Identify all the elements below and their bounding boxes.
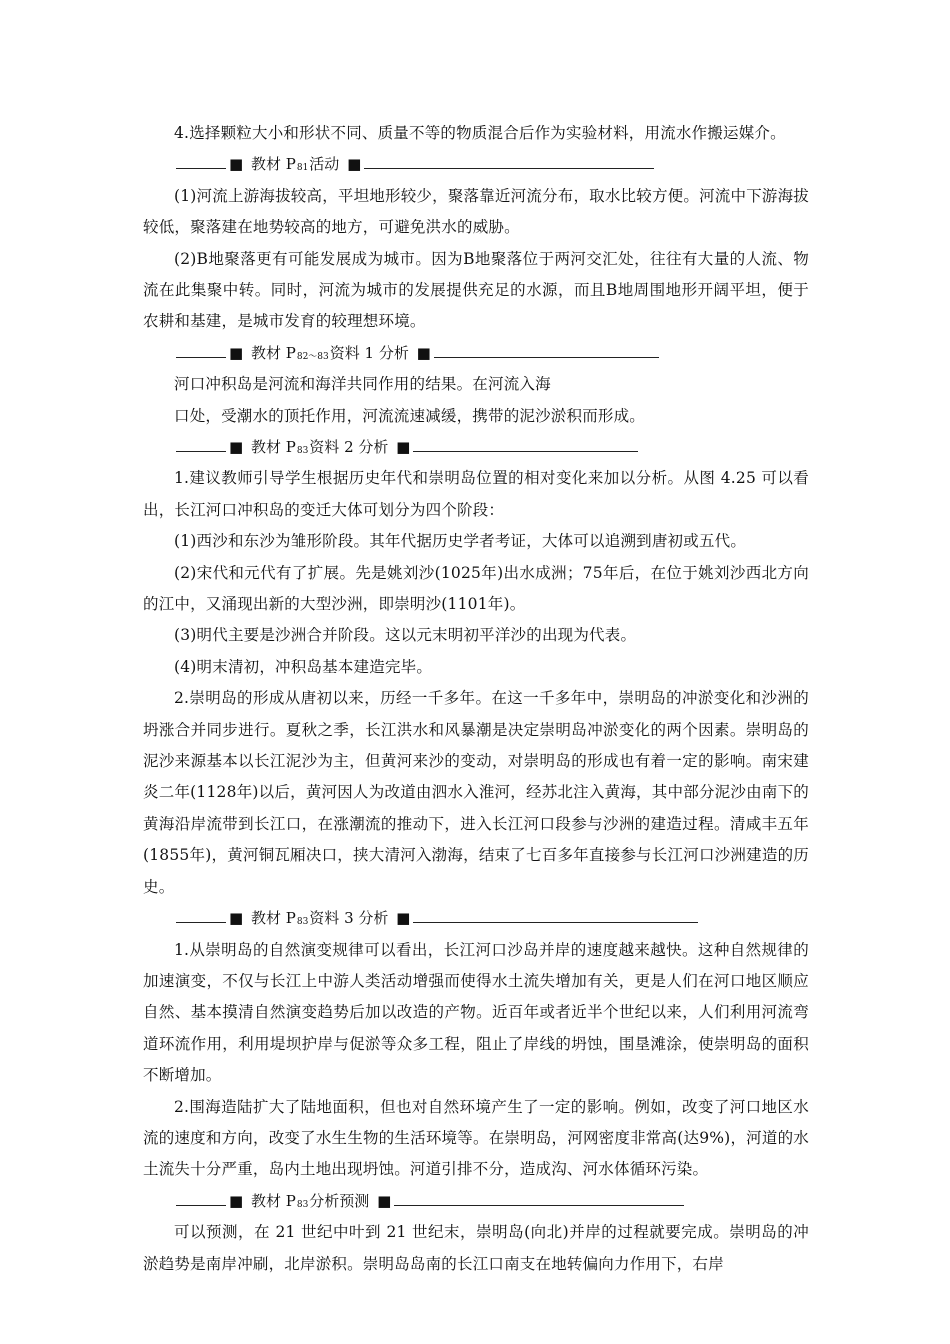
- paragraph-evolution-law: 1.从崇明岛的自然演变规律可以看出，长江河口沙岛并岸的速度越来越快。这种自然规律的加速演变，不仅与长江上中游人类活动增强而使得水土流失增加有关，更是人们在河口地区顺应自然、基本摸清自然演变趋势后加以改造的产物。近百年或者近半个世纪以来，人们利用河流弯道环流作用，利用堤坝护岸与促淤等众多工程，阻止了岸线的坍蚀，围垦滩涂，使崇明岛的面积不断增加。: [143, 940, 809, 1085]
- section-heading-p82-83: [143, 338, 809, 369]
- section-heading-p83-material3: [143, 903, 809, 934]
- heading-lead-rule: [176, 433, 226, 452]
- heading-title: 分析预测: [309, 1191, 370, 1210]
- paragraph-b-settlement: (2)B地聚落更有可能发展成为城市。因为B地聚落位于两河交汇处，往往有大量的人流、物流在此集聚中转。同时，河流为城市的发展提供充足的水源，而且B地周围地形开阔平坦，便于农耕和基建，是城市发育的较理想环境。: [143, 249, 809, 331]
- heading-tail-rule: [413, 904, 698, 923]
- paragraph-estuary-island-line2: 口处，受潮水的顶托作用，河流流速减缓，携带的泥沙淤积而形成。: [174, 406, 646, 425]
- heading-prefix: 教材 P: [250, 909, 296, 928]
- heading-lead-rule: [176, 904, 226, 923]
- heading-lead-rule: [176, 339, 226, 358]
- heading-lead-rule: [176, 1187, 226, 1206]
- heading-page-number: 82～83: [296, 351, 329, 362]
- heading-tail-rule: [413, 433, 638, 452]
- square-bullet-icon: ■: [396, 909, 411, 928]
- paragraph-stage-3: (3)明代主要是沙洲合并阶段。这以元末明初平洋沙的出现为代表。: [174, 626, 637, 645]
- paragraph-forecast: 可以预测，在 21 世纪中叶到 21 世纪末，崇明岛(向北)并岸的过程就要完成。崇明岛的冲淤趋势是南岸冲刷，北岸淤积。崇明岛岛南的长江口南支在地转偏向力作用下，右岸: [143, 1223, 809, 1273]
- text-column: [143, 118, 809, 1280]
- paragraph-reclamation-impact: 2.围海造陆扩大了陆地面积，但也对自然环境产生了一定的影响。例如，改变了河口地区水流的速度和方向，改变了水生生物的生活环境等。在崇明岛，河网密度非常高(达9%)，河道的水土流失十分严重，岛内土地出现坍蚀。河道引排不分，造成沟、河水体循环污染。: [143, 1097, 809, 1179]
- paragraph-analysis-intro: 1.建议教师引导学生根据历史年代和崇明岛位置的相对变化来加以分析。从图 4.25 可以看出，长江河口冲积岛的变迁大体可划分为四个阶段：: [143, 469, 809, 519]
- paragraph-stage-1: (1)西沙和东沙为雏形阶段。其年代据历史学者考证，大体可以追溯到唐初或五代。: [174, 532, 747, 551]
- section-heading-p83-material2: [143, 432, 809, 463]
- heading-prefix: 教材 P: [250, 438, 296, 457]
- heading-page-number: 81: [296, 163, 309, 174]
- heading-page-number: 83: [296, 446, 309, 457]
- paragraph-chongming-formation: 2.崇明岛的形成从唐初以来，历经一千多年。在这一千多年中，崇明岛的冲淤变化和沙洲的坍涨合并同步进行。夏秋之季，长江洪水和风暴潮是决定崇明岛冲淤变化的两个因素。崇明岛的泥沙来源基本以长江泥沙为主，但黄河来沙的变动，对崇明岛的形成也有着一定的影响。南宋建炎二年(1128年)以后，黄河因人为改道由泗水入淮河，经苏北注入黄海，其中部分泥沙由南下的黄海沿岸流带到长江口，在涨潮流的推动下，进入长江河口段参与沙洲的建造过程。清咸丰五年(1855年)，黄河铜瓦厢决口，挟大清河入渤海，结束了七百多年直接参与长江河口沙洲建造的历史。: [143, 689, 809, 896]
- square-bullet-icon: ■: [229, 909, 244, 928]
- paragraph-stage-2: (2)宋代和元代有了扩展。先是姚刘沙(1025年)出水成洲；75年后，在位于姚刘沙西北方向的江中，又涌现出新的大型沙洲，即崇明沙(1101年)。: [143, 563, 809, 614]
- paragraph-estuary-island-line1: 河口冲积岛是河流和海洋共同作用的结果。在河流入海: [174, 375, 551, 394]
- heading-title: 资料 3 分析: [309, 909, 389, 928]
- heading-title: 资料 2 分析: [309, 438, 389, 457]
- square-bullet-icon: ■: [229, 1191, 244, 1210]
- square-bullet-icon: ■: [347, 155, 362, 174]
- heading-tail-rule: [434, 339, 659, 358]
- heading-prefix: 教材 P: [250, 343, 296, 362]
- section-heading-p81: [143, 149, 809, 180]
- heading-prefix: 教材 P: [250, 1191, 296, 1210]
- heading-tail-rule: [364, 150, 654, 169]
- heading-prefix: 教材 P: [250, 155, 296, 174]
- heading-page-number: 83: [296, 1199, 309, 1210]
- section-heading-p83-forecast: [143, 1186, 809, 1217]
- square-bullet-icon: ■: [396, 438, 411, 457]
- paragraph-stage-4: (4)明末清初，冲积岛基本建造完毕。: [174, 657, 433, 676]
- square-bullet-icon: ■: [377, 1191, 392, 1210]
- square-bullet-icon: ■: [416, 343, 431, 362]
- heading-page-number: 83: [296, 917, 309, 928]
- paragraph-upstream: (1)河流上游海拔较高，平坦地形较少，聚落靠近河流分布，取水比较方便。河流中下游海拔较低，聚落建在地势较高的地方，可避免洪水的威胁。: [143, 186, 809, 237]
- heading-lead-rule: [176, 150, 226, 169]
- square-bullet-icon: ■: [229, 438, 244, 457]
- paragraph-4-experiment: 4.选择颗粒大小和形状不同、质量不等的物质混合后作为实验材料，用流水作搬运媒介。: [174, 124, 786, 142]
- heading-tail-rule: [394, 1187, 684, 1206]
- square-bullet-icon: ■: [229, 343, 244, 362]
- square-bullet-icon: ■: [229, 155, 244, 174]
- heading-title: 资料 1 分析: [329, 343, 409, 362]
- heading-title: 活动: [309, 155, 340, 174]
